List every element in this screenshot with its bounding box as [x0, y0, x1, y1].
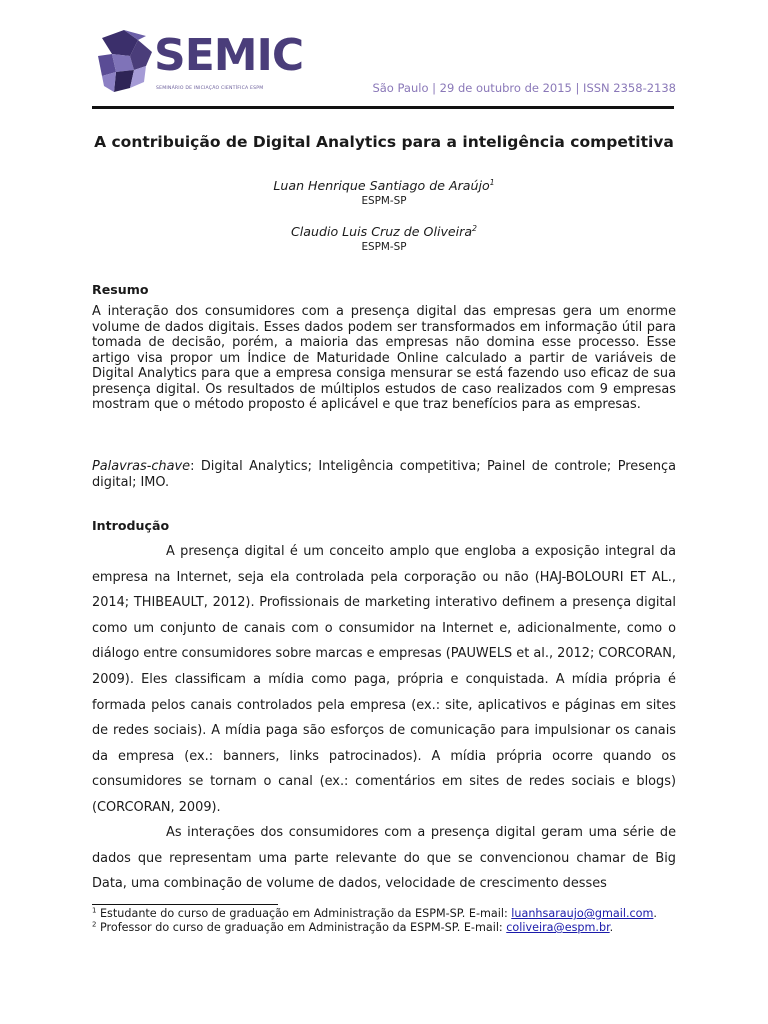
intro-paragraph-2: As interações dos consumidores com a presença digital geram uma série de dados que representam uma parte relevante do que se convencionou chamar de Big Data, uma combinação de volume de dados, velocidade de crescimento desses: [92, 825, 676, 892]
author-2-footnote-mark: 2: [472, 223, 478, 233]
author-2-affiliation: ESPM-SP: [361, 241, 407, 253]
footnotes: [92, 907, 692, 935]
abstract-text: A interação dos consumidores com a presença digital das empresas gera um enorme volume de dados digitais. Esses dados podem ser transformados em informação útil para tomada de decisão, porém, a maioria das empresas não domina esse processo. Esse artigo visa propor um Índice de Maturidade Online calculado a partir de variáveis de Digital Analytics para que a empresa consiga mensurar se está fazendo uso eficaz de sua presença digital. Os resultados de múltiplos estudos de caso realizados com 9 empresas mostram que o método proposto é aplicável e que traz benefícios para as empresas.: [92, 304, 676, 412]
logo-subtitle: SEMINÁRIO DE INICIAÇÃO CIENTÍFICA ESPM: [156, 86, 264, 91]
semic-logo: [94, 26, 304, 98]
header-divider: [92, 106, 674, 109]
footnote-2-email-link[interactable]: coliveira@espm.br: [506, 921, 610, 934]
header-info: São Paulo | 29 de outubro de 2015 | ISSN 2358-2138: [372, 81, 676, 95]
author-1-name: Luan Henrique Santiago de Araújo: [273, 178, 490, 193]
footnote-1-mark: 1: [92, 906, 97, 915]
keywords-text: : Digital Analytics; Inteligência competitiva; Painel de controle; Presença digital; IMO.: [92, 459, 676, 490]
author-2-name: Claudio Luis Cruz de Oliveira: [290, 224, 473, 239]
footnote-2-mark: 2: [92, 920, 97, 929]
keywords: [92, 459, 676, 490]
footnote-1: [92, 907, 692, 921]
intro-paragraph-1: A presença digital é um conceito amplo que engloba a exposição integral da empresa na Internet, seja ela controlada pela corporação ou não (HAJ-BOLOURI ET AL., 2014; THIBEAULT, 2012). Profissionais de marketing interativo definem a presença digital como um conjunto de canais com o consumidor na Internet e, adicionalmente, como o diálogo entre consumidores sobre marcas e empresas (PAUWELS et al., 2012; CORCORAN, 2009). Eles classificam a mídia como paga, própria e conquistada. A mídia própria é formada pelos canais controlados pela empresa (ex.: site, aplicativos e páginas em sites de redes sociais). A mídia paga são esforços de comunicação para impulsionar os canais da empresa (ex.: banners, links patrocinados). A mídia própria ocorre quando os consumidores se tornam o canal (ex.: comentários em sites de redes sociais e blogs) (CORCORAN, 2009).: [92, 544, 676, 815]
author-1: [0, 178, 768, 193]
footnote-2: [92, 921, 692, 935]
footnote-1-end: .: [653, 907, 657, 920]
semic-logo-emblem-icon: [94, 26, 156, 98]
abstract-heading: Resumo: [92, 282, 149, 297]
footnote-divider: [92, 904, 278, 905]
introduction-heading: Introdução: [92, 518, 170, 533]
author-1-affiliation: ESPM-SP: [361, 195, 407, 207]
footnote-1-text: Estudante do curso de graduação em Administração da ESPM-SP. E-mail:: [99, 907, 512, 920]
author-2: [0, 224, 768, 239]
paper-title: A contribuição de Digital Analytics para a inteligência competitiva: [94, 133, 674, 151]
author-1-footnote-mark: 1: [489, 177, 495, 187]
footnote-1-email-link[interactable]: luanhsaraujo@gmail.com: [511, 907, 654, 920]
footnote-2-end: .: [609, 921, 614, 934]
logo-wordmark: SEMIC: [154, 30, 304, 81]
keywords-label: Palavras-chave: [92, 459, 191, 474]
footnote-2-text: Professor do curso de graduação em Administração da ESPM-SP. E-mail:: [99, 921, 507, 934]
